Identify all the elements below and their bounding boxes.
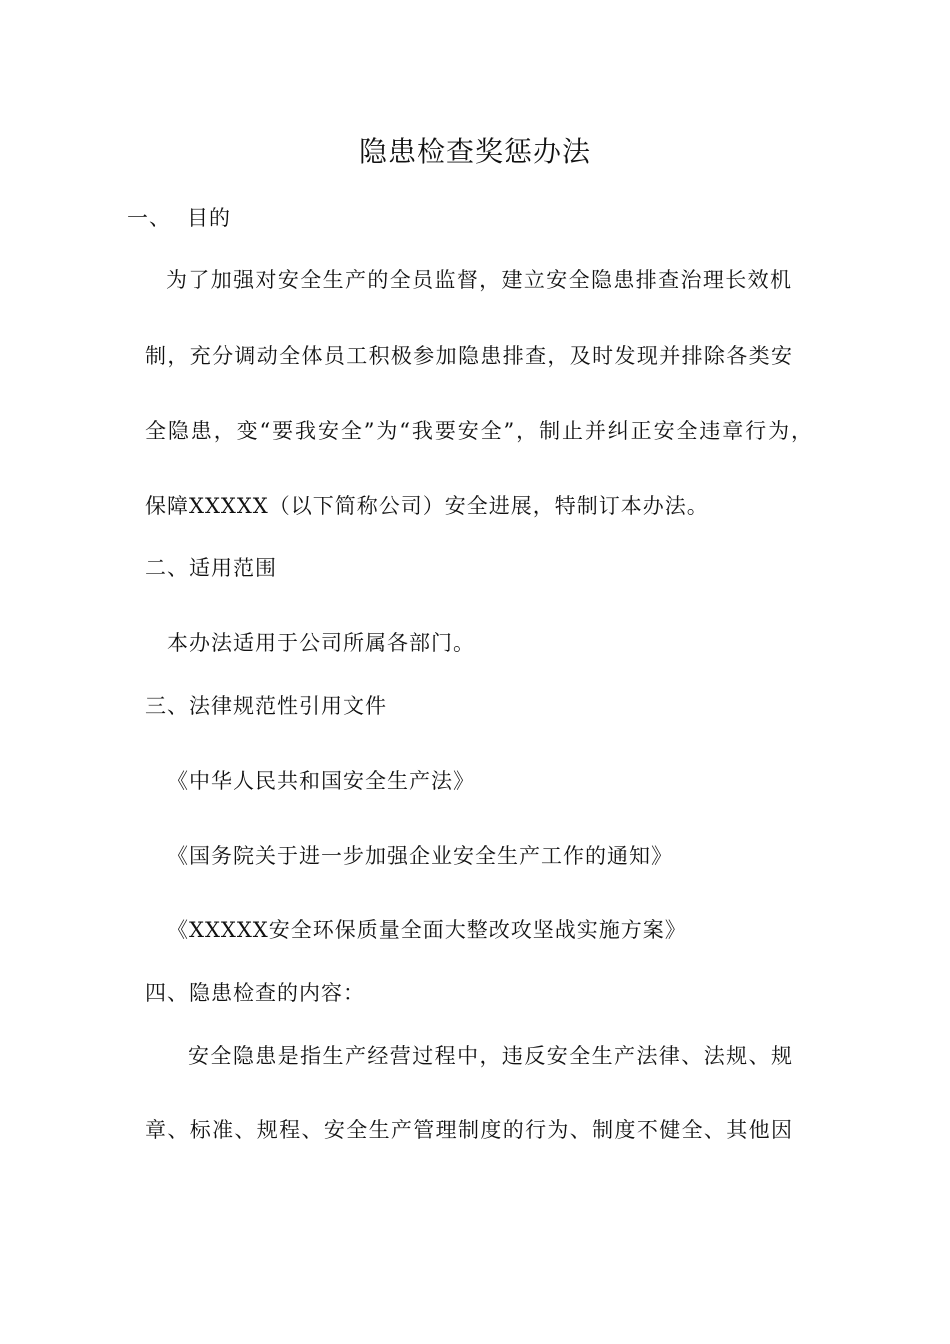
section2-paragraph: 本办法适用于公司所属各部门。 xyxy=(167,631,475,655)
section4-paragraph-line-2: 章、标准、规程、安全生产管理制度的行为、制度不健全、其他因 xyxy=(145,1118,793,1142)
section4-heading: 四、隐患检查的内容： xyxy=(145,981,365,1005)
reference-item: 《中华人民共和国安全生产法》 xyxy=(167,769,475,793)
section4-paragraph-line-1: 安全隐患是指生产经营过程中，违反安全生产法律、法规、规 xyxy=(188,1044,793,1068)
document-title: 隐患检查奖惩办法 xyxy=(358,135,591,168)
section1-paragraph-line-3: 全隐患，变“要我安全”为“我要安全”，制止并纠正安全违章行为， xyxy=(145,419,813,443)
section1-paragraph-line-1: 为了加强对安全生产的全员监督，建立安全隐患排查治理长效机 xyxy=(166,268,792,292)
section3-heading: 三、法律规范性引用文件 xyxy=(145,694,387,718)
reference-item: 《国务院关于进一步加强企业安全生产工作的通知》 xyxy=(167,844,673,868)
section2-heading: 二、适用范围 xyxy=(145,556,277,580)
section1-heading-number: 一、 xyxy=(127,206,171,230)
section1-paragraph-line-4: 保障XXXXX（以下简称公司）安全进展，特制订本办法。 xyxy=(145,494,709,518)
reference-item: 《XXXXX安全环保质量全面大整改攻坚战实施方案》 xyxy=(167,918,687,942)
section1-paragraph-line-2: 制，充分调动全体员工积极参加隐患排查，及时发现并排除各类安 xyxy=(145,344,793,368)
section1-heading-text: 目的 xyxy=(187,206,231,230)
